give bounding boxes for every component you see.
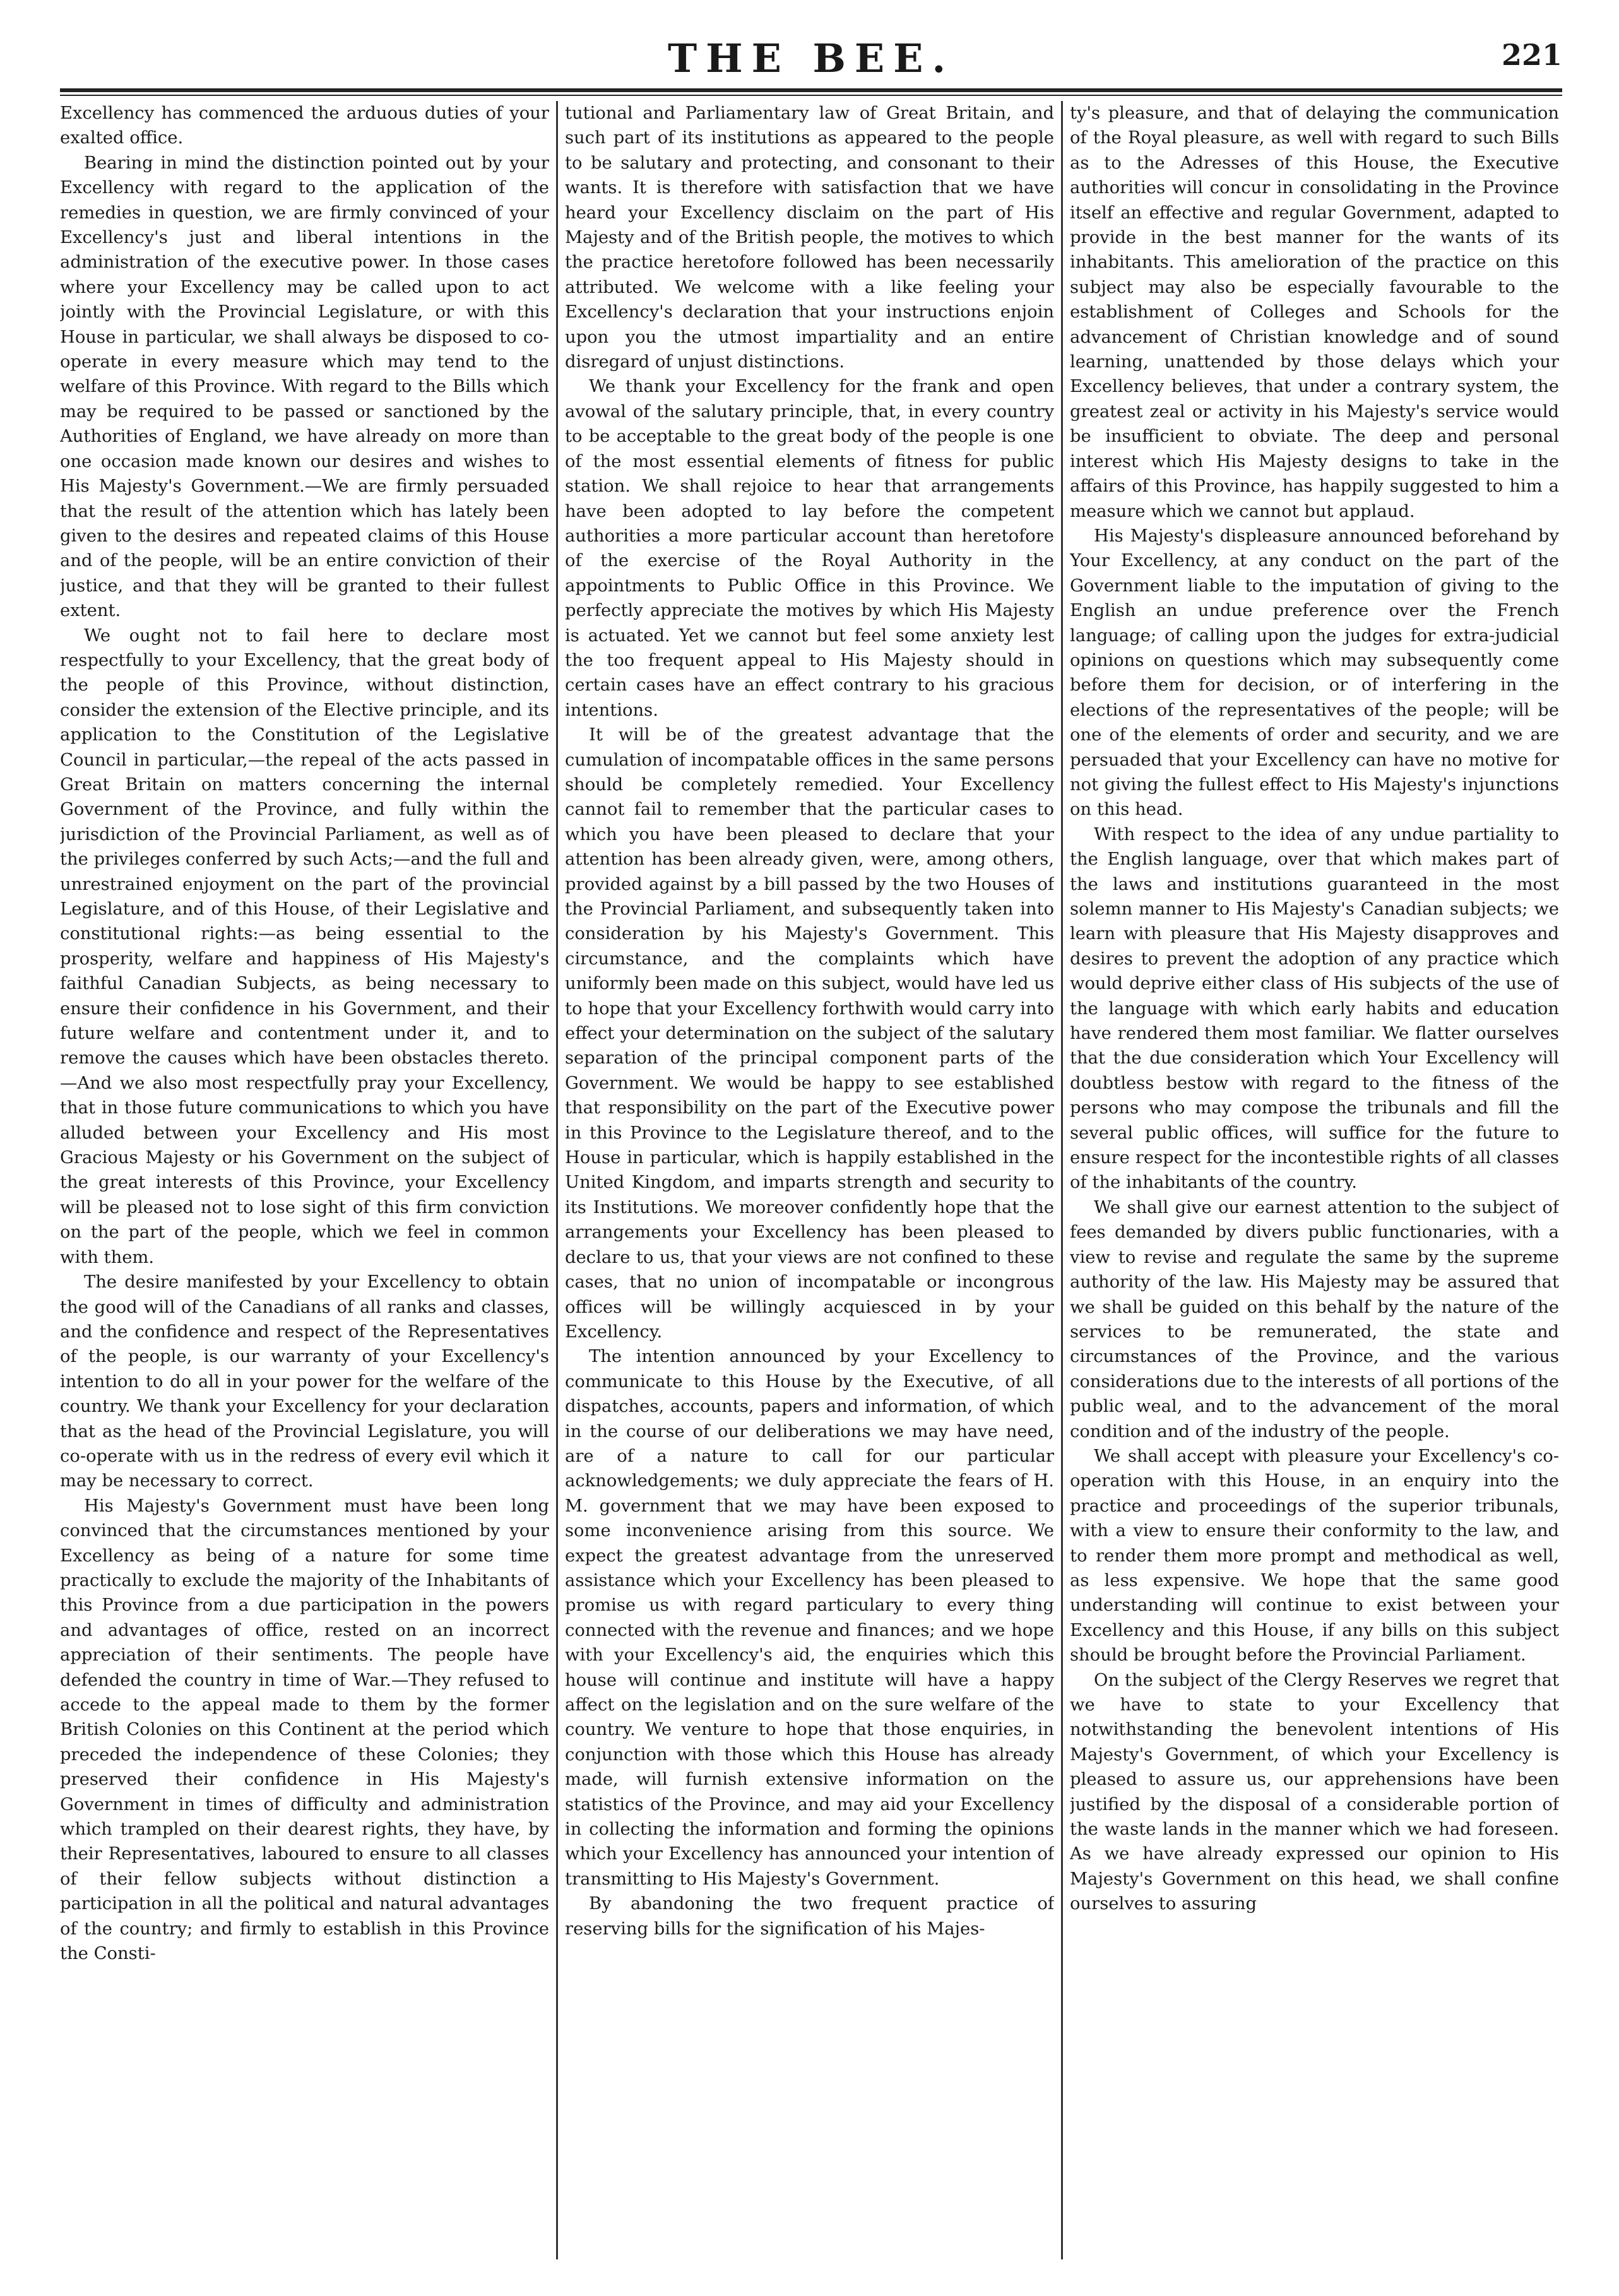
page-number: 221 — [1501, 38, 1562, 72]
article-columns — [60, 101, 1562, 2259]
column-3 — [1070, 101, 1559, 2259]
paragraph: We thank your Excellency for the frank and open avowal of the salutary principle, that, in every country to be acceptable to the great body of the people is one of the most essential elements of fitness for public station. We shall rejoice to hear that arrangements have been adopted to lay before the competent authorities a more particular account than heretofore of the exercise of the Royal Authority in the appointments to Public Office in this Province. We perfectly appreciate the motives by which His Majesty is actuated. Yet we cannot but feel some anxiety lest the too frequent appeal to His Majesty should in certain cases have an effect contrary to his gracious intentions. — [565, 377, 1054, 720]
paragraph: We ought not to fail here to declare most respectfully to your Excellency, that the great body of the people of this Province, without distinction, consider the extension of the Elective principle, and its application to the Constitution of the Legislative Council in particular,—the repeal of the acts passed in Great Britain on matters concerning the internal Government of the Province, and fully within the jurisdiction of the Provincial Parliament, as well as of the privileges conferred by such Acts;—and the full and unrestrained enjoyment on the part of the provincial Legislature, and of this House, of their Legislative and constitutional rights:—as being essential to the prosperity, welfare and happiness of His Majesty's faithful Canadian Subjects, as being necessary to ensure their confidence in his Government, and their future welfare and contentment under it, and to remove the causes which have been obstacles thereto.—And we also most respectfully pray your Excellency, that in those future communications to which you have alluded between your Excellency and His most Gracious Majesty or his Government on the subject of the great interests of this Province, your Excellency will be pleased not to lose sight of this firm conviction on the part of the people, which we feel in common with them. — [60, 625, 549, 1267]
paragraph: On the subject of the Clergy Reserves we regret that we have to state to your Excellency that notwithstanding the benevolent intentions of His Majesty's Government, of which your Excellency is pleased to assure us, our apprehensions have been justified by the disposal of a considerable portion of the waste lands in the manner which we had foreseen. As we have already expressed our opinion to His Majesty's Government on this head, we shall confine ourselves to assuring — [1070, 1670, 1559, 1914]
column-2 — [565, 101, 1054, 2259]
paragraph: It will be of the greatest advantage that the cumulation of incompatable offices in the same persons should be completely remedied. Your Excellency cannot fail to remember that the particular cases to which you have been pleased to declare that your attention has been already given, were, among others, provided against by a bill passed by the two Houses of the Provincial Parliament, and subsequently taken into consideration by his Majesty's Government. This circumstance, and the complaints which have uniformly been made on this subject, would have led us to hope that your Excellency forthwith would carry into effect your determination on the subject of the salutary separation of the principal component parts of the Government. We would be happy to see established that responsibility on the part of the Executive power in this Province to the Legislature thereof, and to the House in particular, which is happily established in the United Kingdom, and imparts strength and security to its Institutions. We moreover confidently hope that the arrangements your Excellency has been pleased to declare to us, that your views are not confined to these cases, that no union of incompatable or incongrous offices will be willingly acquiesced in by your Excellency. — [565, 725, 1054, 1342]
column-divider — [1061, 101, 1063, 2259]
masthead-rule — [60, 88, 1562, 96]
paragraph: Bearing in mind the distinction pointed out by your Excellency with regard to the application of the remedies in question, we are firmly convinced of your Excellency's just and liberal intentions in the administration of the executive power. In those cases where your Excellency may be called upon to act jointly with the Provincial Legislature, or with this House in particular, we shall always be disposed to co-operate in every measure which may tend to the welfare of this Province. With regard to the Bills which may be required to be passed or sanctioned by the Authorities of England, we have already on more than one occasion made known our desires and wishes to His Majesty's Government.—We are firmly persuaded that the result of the attention which has lately been given to the desires and repeated claims of this House and of the people, will be an entire conviction of their justice, and that they will be granted to their fullest extent. — [60, 153, 549, 621]
newspaper-title: THE BEE. — [667, 35, 955, 81]
paragraph: The intention announced by your Excellency to communicate to this House by the Executive, of all dispatches, accounts, papers and information, of which in the course of our deliberations we may have need, are of a nature to call for our particular acknowledgements; we duly appreciate the fears of H. M. government that we may have been exposed to some inconvenience arising from this source. We expect the greatest advantage from the unreserved assistance which your Excellency has been pleased to promise us with regard particulary to every thing connected with the revenue and finances; and we hope with your Excellency's aid, the enquiries which this house will continue and institute will have a happy affect on the legislation and on the sure welfare of the country. We venture to hope that those enquiries, in conjunction with those which this House has already made, will furnish extensive information on the statistics of the Province, and may aid your Excellency in collecting the information and forming the opinions which your Excellency has announced your intention of transmitting to His Majesty's Government. — [565, 1347, 1054, 1889]
paragraph: His Majesty's displeasure announced beforehand by Your Excellency, at any conduct on the part of the Government liable to the imputation of giving to the English an undue preference over the French language; of calling upon the judges for extra-judicial opinions on questions which may subsequently come before them for decision, or of interfering in the elections of the representatives of the people; will be one of the elements of order and security, and we are persuaded that your Excellency can have no motive for not giving the fullest effect to His Majesty's injunctions on this head. — [1070, 526, 1559, 820]
paragraph: With respect to the idea of any undue partiality to the English language, over that which makes part of the laws and institutions guaranteed in the most solemn manner to His Majesty's Canadian subjects; we learn with pleasure that His Majesty disapproves and desires to prevent the adoption of any practice which would deprive either class of His subjects of the use of the language with which early habits and education have rendered them most familiar. We flatter ourselves that the due consideration which Your Excellency will doubtless bestow with regard to the fitness of the persons who may compose the tribunals and fill the several public offices, will suffice for the future to ensure respect for the incontestible rights of all classes of the inhabitants of the country. — [1070, 824, 1559, 1193]
paragraph: Excellency has commenced the arduous duties of your exalted office. — [60, 104, 549, 148]
paragraph: tutional and Parliamentary law of Great Britain, and such part of its institutions as appeared to the people to be salutary and protecting, and consonant to their wants. It is therefore with satisfaction that we have heard your Excellency disclaim on the part of His Majesty and of the British people, the motives to which the practice heretofore followed has been necessarily attributed. We welcome with a like feeling your Excellency's declaration that your instructions enjoin upon you the utmost impartiality and an entire disregard of unjust distinctions. — [565, 104, 1054, 372]
column-divider — [556, 101, 558, 2259]
newspaper-page — [60, 32, 1562, 2266]
column-1 — [60, 101, 549, 2259]
paragraph: His Majesty's Government must have been long convinced that the circumstances mentioned by your Excellency as being of a nature for some time practically to exclude the majority of the Inhabitants of this Province from a due participation in the powers and advantages of office, rested on an incorrect appreciation of their sentiments. The people have defended the country in time of War.—They refused to accede to the appeal made to them by the former British Colonies on this Continent at the period which preceded the independence of these Colonies; they preserved their confidence in His Majesty's Government in times of difficulty and administration which trampled on their dearest rights, they have, by their Representatives, laboured to ensure to all classes of their fellow subjects without distinction a participation in all the political and natural advantages of the country; and firmly to establish in this Province the Consti- — [60, 1496, 549, 1964]
paragraph: We shall accept with pleasure your Excellency's co-operation with this House, in an enquiry into the practice and proceedings of the superior tribunals, with a view to ensure their conformity to the law, and to render them more prompt and methodical as well, as less expensive. We hope that the same good understanding will continue to exist between your Excellency and this House, if any bills on this subject should be brought before the Provincial Parliament. — [1070, 1446, 1559, 1666]
paragraph: The desire manifested by your Excellency to obtain the good will of the Canadians of all ranks and classes, and the confidence and respect of the Representatives of the people, is our warranty of your Excellency's intention to do all in your power for the welfare of the country. We thank your Excellency for your declaration that as the head of the Provincial Legislature, you will co-operate with us in the redress of every evil which it may be necessary to correct. — [60, 1272, 549, 1491]
paragraph: We shall give our earnest attention to the subject of fees demanded by divers public functionaries, with a view to revise and regulate the same by the supreme authority of the law. His Majesty may be assured that we shall be guided on this behalf by the nature of the services to be remunerated, the state and circumstances of the Province, and the various considerations due to the interests of all portions of the public weal, and to the advancement of the moral condition and of the industry of the people. — [1070, 1197, 1559, 1441]
paragraph: ty's pleasure, and that of delaying the communication of the Royal pleasure, as well with regard to such Bills as to the Adresses of this House, the Executive authorities will concur in consolidating in the Province itself an effective and regular Government, adapted to provide in the best manner for the wants of its inhabitants. This amelioration of the practice on this subject may also be especially favourable to the establishment of Colleges and Schools for the advancement of Christian knowledge and of sound learning, unattended by those delays which your Excellency believes, that under a contrary system, the greatest zeal or activity in his Majesty's service would be insufficient to obviate. The deep and personal interest which His Majesty designs to take in the affairs of this Province, has happily suggested to him a measure which we cannot but applaud. — [1070, 104, 1559, 521]
paragraph: By abandoning the two frequent practice of reserving bills for the signification of his Majes- — [565, 1894, 1054, 1939]
masthead — [60, 32, 1562, 85]
